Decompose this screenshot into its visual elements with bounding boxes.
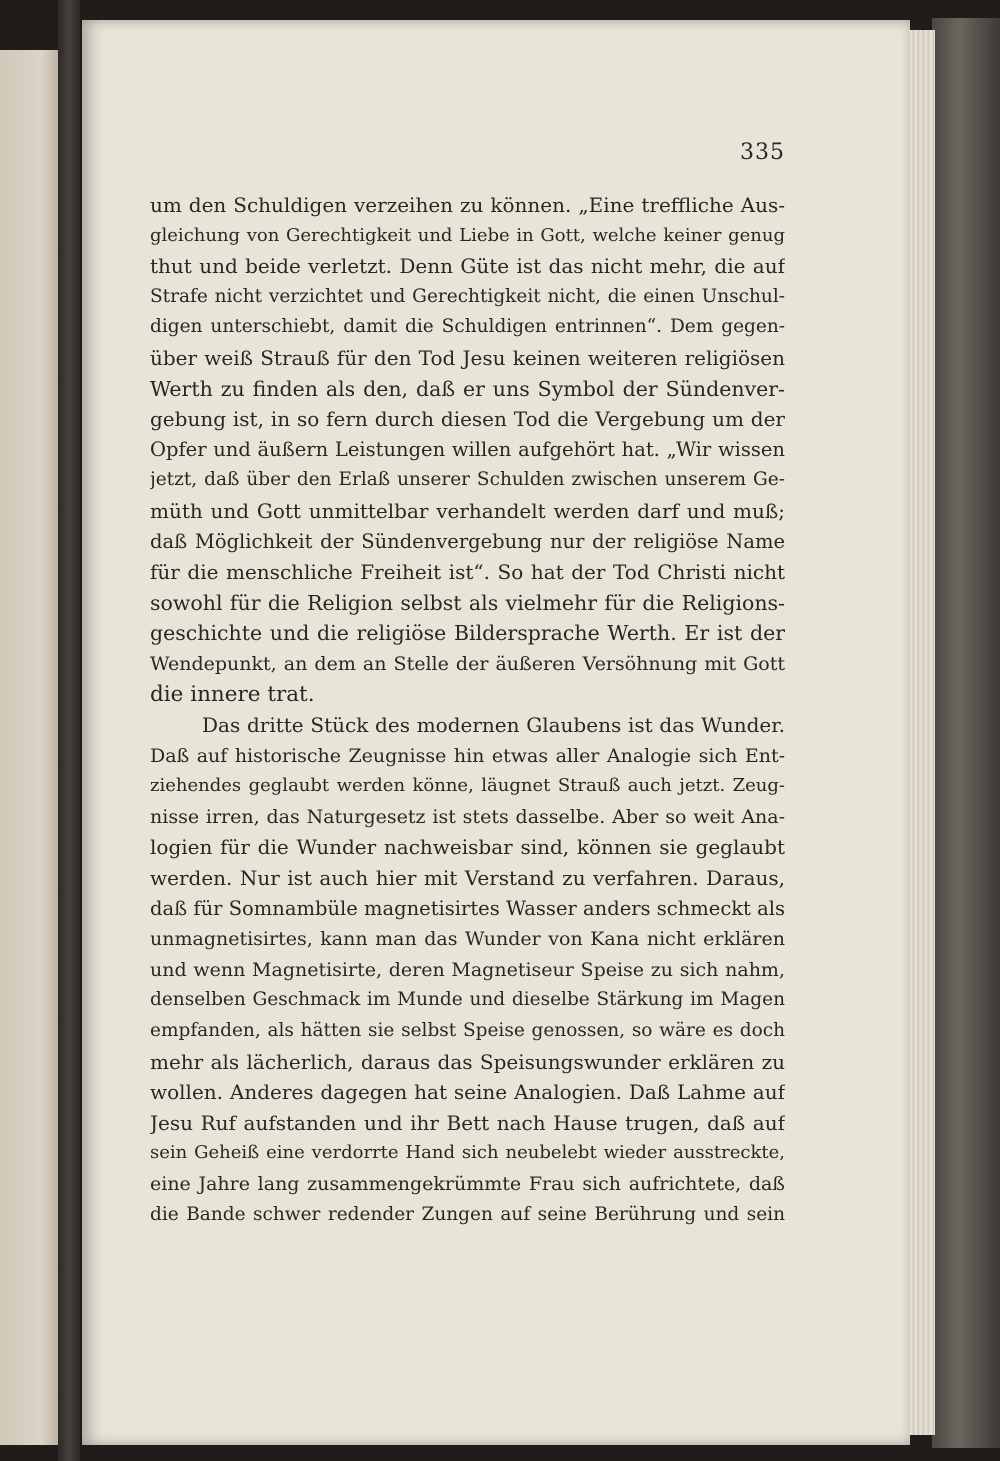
text-line: Werth zu finden als den, daß er uns Symbol der Sündenver- [150,376,785,401]
text-line: Wendepunkt, an dem an Stelle der äußeren Versöhnung mit Gott [150,652,785,675]
text-line: wollen. Anderes dagegen hat seine Analogien. Daß Lahme auf [150,1080,785,1105]
paragraph-2 [150,710,785,1230]
text-line: thut und beide verletzt. Denn Güte ist das nicht mehr, die auf [150,254,785,279]
paragraph-1 [150,190,785,710]
text-line: über weiß Strauß für den Tod Jesu keinen weiteren religiösen [150,345,785,370]
text-line: logien für die Wunder nachweisbar sind, können sie geglaubt [150,835,785,860]
text-line: eine Jahre lang zusammengekrümmte Frau sich aufrichtete, daß [150,1173,785,1195]
text-line: daß Möglichkeit der Sündenvergebung nur der religiöse Name [150,529,785,553]
text-line: die innere trat. [150,681,315,707]
text-line: um den Schuldigen verzeihen zu können. „Eine treffliche Aus- [150,193,785,217]
text-line: Opfer und äußern Leistungen willen aufgehört hat. „Wir wissen [150,437,785,461]
text-line: jetzt, daß über den Erlaß unserer Schulden zwischen unserem Ge- [150,469,785,491]
text-line: für die menschliche Freiheit ist“. So hat der Tod Christi nicht [150,560,785,585]
book-cover-edge [932,18,1000,1448]
text-line: Das dritte Stück des modernen Glaubens ist das Wunder. [202,713,785,738]
text-line: sowohl für die Religion selbst als vielmehr für die Religions- [150,590,785,615]
text-line: mehr als lächerlich, daraus das Speisungswunder erklären zu [150,1049,785,1074]
text-line: nisse irren, das Naturgesetz ist stets dasselbe. Aber so weit Ana- [150,805,785,828]
text-line: geschichte und die religiöse Bildersprache Werth. Er ist der [150,621,785,646]
text-line: denselben Geschmack im Munde und dieselbe Stärkung im Magen [150,989,785,1011]
text-line: daß für Somnambüle magnetisirtes Wasser anders schmeckt als [150,896,785,920]
text-line: empfanden, als hätten sie selbst Speise genossen, so wäre es doch [150,1020,785,1042]
left-page-edge [0,50,60,1445]
text-line: Strafe nicht verzichtet und Gerechtigkeit nicht, die einen Unschul- [150,285,785,307]
text-line: Jesu Ruf aufstanden und ihr Bett nach Hause trugen, daß auf [150,1110,785,1135]
text-line: werden. Nur ist auch hier mit Verstand zu verfahren. Daraus, [150,866,785,891]
text-line: müth und Gott unmittelbar verhandelt werden darf und muß; [150,498,785,523]
book-gutter [58,0,80,1461]
text-line: und wenn Magnetisirte, deren Magnetiseur Speise zu sich nahm, [150,958,785,981]
text-line: sein Geheiß eine verdorrte Hand sich neubelebt wieder ausstreckte, [150,1142,785,1164]
text-line: digen unterschiebt, damit die Schuldigen entrinnen“. Dem gegen- [150,316,785,338]
page-number: 335 [740,140,785,165]
text-line: Daß auf historische Zeugnisse hin etwas aller Analogie sich Ent- [150,744,785,767]
body-text [150,190,785,1230]
text-line: gebung ist, in so fern durch diesen Tod die Vergebung um der [150,407,785,432]
text-line: die Bande schwer redender Zungen auf seine Berührung und sein [150,1203,785,1225]
text-line: gleichung von Gerechtigkeit und Liebe in Gott, welche keiner genug [150,224,785,246]
text-line: ziehendes geglaubt werden könne, läugnet Strauß auch jetzt. Zeug- [150,775,785,797]
text-line: unmagnetisirtes, kann man das Wunder von Kana nicht erklären [150,928,785,951]
